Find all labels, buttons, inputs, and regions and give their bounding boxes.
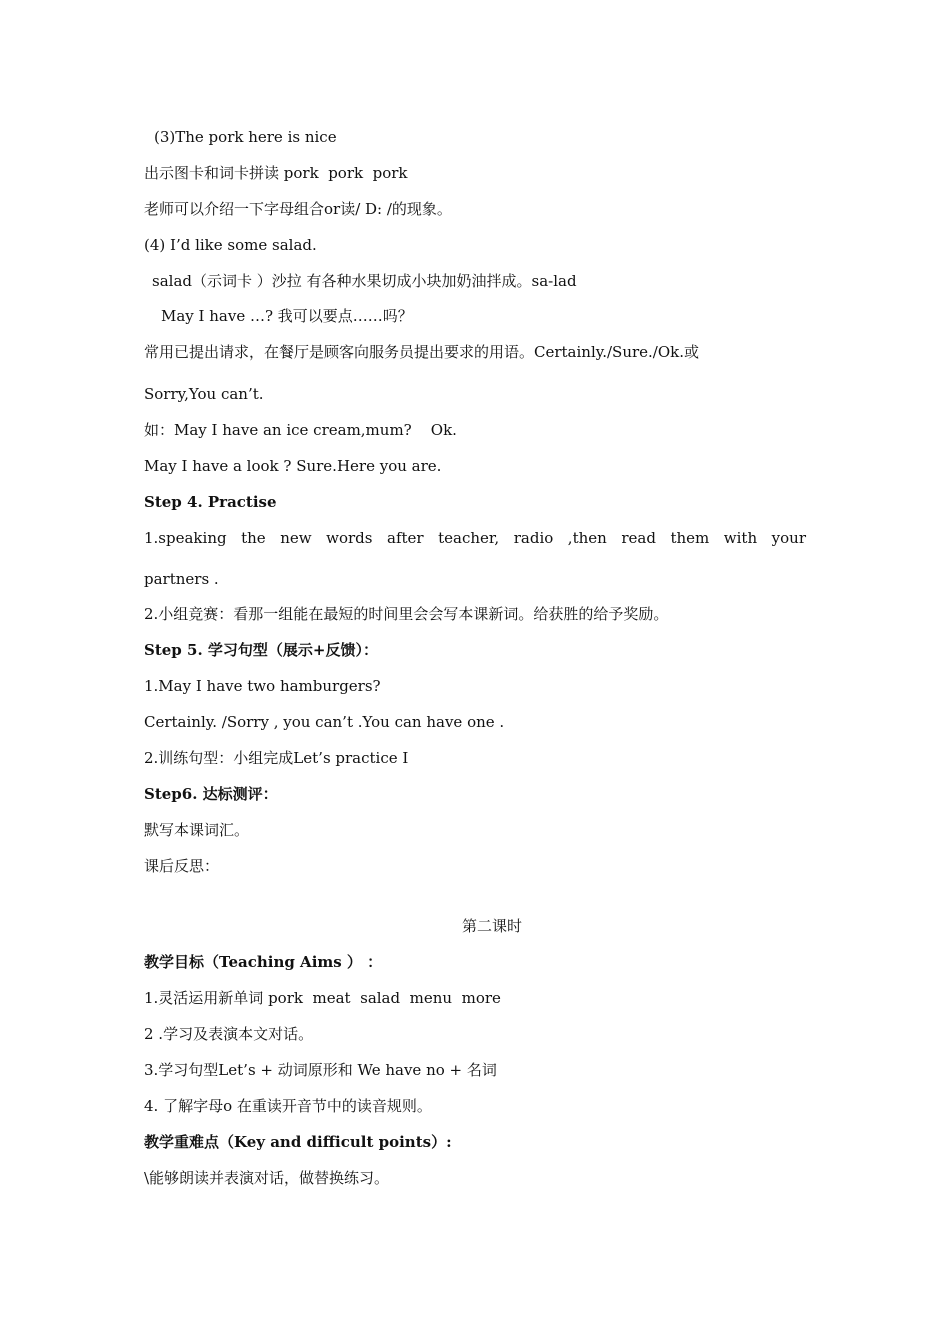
text-line-may-i-have: May I have …? 我可以要点……吗？ — [161, 307, 413, 325]
text-line-pork-nice: (3)The pork here is nice — [154, 128, 337, 146]
text-line-group-contest: 2.小组竞赛：看那一组能在最短的时间里会会写本课新词。给获胜的给予奖励。 — [144, 605, 669, 623]
section-title-second-lesson: 第二课时 — [461, 917, 522, 935]
text-line-salad-sentence: (4) I’d like some salad. — [144, 236, 317, 254]
text-line-aim-1: 1.灵活运用新单词 pork meat salad menu more — [144, 989, 501, 1007]
text-line-salad-explain: salad（示词卡 ）沙拉 有各种水果切成小块加奶油拌成。sa-lad — [152, 272, 577, 290]
text-line-certainly: Certainly. /Sorry , you can’t .You can have one . — [144, 713, 505, 731]
heading-step-6: Step6. 达标测评： — [144, 785, 278, 803]
text-line-reflection: 课后反思： — [144, 857, 220, 875]
text-line-example-ice-cream: 如：May I have an ice cream,mum? Ok. — [144, 421, 457, 439]
text-line-speaking: 1.speaking the new words after teacher, radio ,then read them with your — [144, 529, 806, 547]
text-line-key-point-1: \能够朗读并表演对话，做替换练习。 — [144, 1169, 390, 1187]
text-line-hamburgers: 1.May I have two hamburgers? — [144, 677, 381, 695]
heading-step-4: Step 4. Practise — [144, 493, 277, 511]
heading-teaching-aims: 教学目标（Teaching Aims ） ： — [144, 953, 383, 971]
text-line-example-look: May I have a look ? Sure.Here you are. — [144, 457, 442, 475]
text-line-spell-pork: 出示图卡和词卡拼读 pork pork pork — [144, 164, 408, 182]
text-line-aim-2: 2 .学习及表演本文对话。 — [144, 1025, 314, 1043]
text-line-request-usage: 常用已提出请求，在餐厅是顾客向服务员提出要求的用语。Certainly./Sure./Ok.或 — [144, 343, 700, 361]
text-line-partners: partners . — [144, 570, 219, 588]
text-line-sorry: Sorry,You can’t. — [144, 385, 264, 403]
text-line-or-sound: 老师可以介绍一下字母组合or读/ D: /的现象。 — [144, 200, 452, 218]
text-line-dictation: 默写本课词汇。 — [144, 821, 250, 839]
text-line-aim-4: 4. 了解字母o 在重读开音节中的读音规则。 — [144, 1097, 432, 1115]
heading-step-5: Step 5. 学习句型（展示+反馈）： — [144, 641, 378, 659]
heading-key-points: 教学重难点（Key and difficult points）: — [144, 1133, 452, 1151]
text-line-practice: 2.训练句型：小组完成Let’s practice I — [144, 749, 409, 767]
text-line-aim-3: 3.学习句型Let’s + 动词原形和 We have no + 名词 — [144, 1061, 497, 1079]
